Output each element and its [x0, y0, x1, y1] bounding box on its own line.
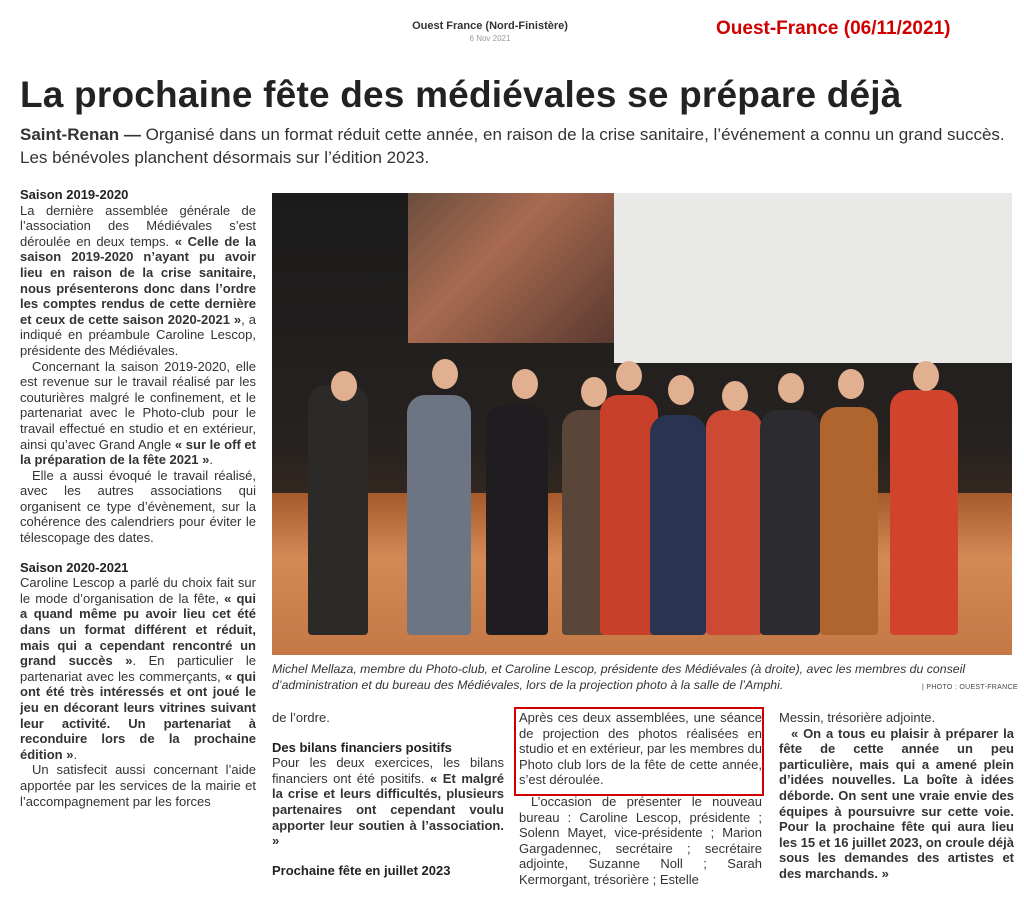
projection-screen: [408, 193, 614, 343]
column-2: [272, 710, 504, 878]
newspaper-name: Ouest France (Nord-Finistère): [412, 20, 568, 32]
subheading-prochaine-fete: Prochaine fête en juillet 2023: [272, 862, 451, 878]
lede-place: Saint-Renan —: [20, 125, 141, 144]
paragraph: Concernant la saison 2019-2020, elle est revenue sur le travail réalisé par les couturières malgré le confinement, et le partenariat avec le Photo-club pour le travail effectué en studio et en extérieur, ainsi qu’avec Grand Angle « sur le off et la préparation de la fête 2021 ».: [20, 358, 256, 468]
column-4: [779, 710, 1014, 882]
clipping-stamp: Ouest-France (06/11/2021): [716, 18, 951, 39]
paragraph: Messin, trésorière adjointe.: [779, 710, 936, 725]
article-headline: La prochaine fête des médiévales se prépare déjà: [20, 74, 902, 115]
paragraph: Un satisfecit aussi concernant l’aide apportée par les services de la mairie et l’accompagnement par les forces: [20, 762, 256, 809]
subheading-saison-2020: Saison 2020-2021: [20, 559, 129, 575]
lede-text: Organisé dans un format réduit cette année, en raison de la crise sanitaire, l’événement a connu un grand succès. Les bénévoles planchent désormais sur l’édition 2023.: [20, 125, 1005, 167]
paragraph: La dernière assemblée générale de l’association des Médiévales s’est déroulée en deux temps. « Celle de la saison 2019-2020 n’ayant pu avoir lieu en raison de la crise sanitaire, nous présenterons donc dans l’ordre les comptes rendus de cette dernière et ceux de cette saison 2020-2021 », a indiqué en préambule Caroline Lescop, présidente des Médiévales.: [20, 202, 256, 358]
white-wall: [614, 193, 1012, 363]
column-1: [20, 187, 256, 809]
group-photo: [272, 193, 1012, 655]
article-lede: [20, 123, 1010, 169]
highlight-box: [514, 707, 764, 796]
photo-credit: | PHOTO : OUEST-FRANCE: [922, 684, 1018, 691]
paragraph: Elle a aussi évoqué le travail réalisé, avec les autres associations qui organisent ce type d’évènement, sur la cohérence des calendriers pour éviter le télescopage des dates.: [20, 467, 256, 546]
quote-paragraph: « On a tous eu plaisir à préparer la fête de cette année un peu particulière, mais qui a amené plein d’idées nouvelles. La boîte à idées déborde. On sent une vraie envie des équipes à poursuivre sur cette voie. Pour la prochaine fête qui aura lieu les 15 et 16 juillet 2023, on croule déjà sous les demandes des artistes et des marchands. »: [779, 725, 1014, 881]
paragraph: L’occasion de présenter le nouveau bureau : Caroline Lescop, présidente ; Solenn Mayet, vice-présidente ; Marion Gargadennec, secrétaire ; secrétaire adjointe, Suzanne Noll ; Sarah Kermorgant, trésorière ; Estelle: [519, 793, 762, 887]
subheading-saison-2019: Saison 2019-2020: [20, 187, 129, 202]
photo-caption: Michel Mellaza, membre du Photo-club, et Caroline Lescop, présidente des Médiévales (à droite), avec les membres du conseil d’administration et du bureau des Médiévales, lors de la projection photo à la salle de l’Amphi.: [272, 662, 966, 692]
paragraph: Pour les deux exercices, les bilans financiers ont été positifs. « Et malgré la crise et leurs difficultés, plusieurs partenaires ont cependant voulu apporter leur soutien à l’association. »: [272, 755, 504, 849]
paragraph: Caroline Lescop a parlé du choix fait sur le mode d’organisation de la fête, « qui a quand même pu avoir lieu cet été dans un format différent et réduit, mais qui a cependant rencontré un grand succès ». En particulier le partenariat avec les commerçants, « qui ont été très intéressés et ont joué le jeu en décorant leurs vitrines suivant leur activité. Un partenariat à reconduire lors de la prochaine édition ».: [20, 575, 256, 762]
highlighted-paragraph: Après ces deux assemblées, une séance de projection des photos réalisées en studio et en extérieur, par les membres du Photo club lors de la fête de cette année, s’est déroulée.: [519, 710, 762, 788]
newspaper-date: 6 Nov 2021: [469, 34, 511, 43]
subheading-bilans: Des bilans financiers positifs: [272, 739, 452, 755]
paragraph: de l’ordre.: [272, 710, 330, 725]
